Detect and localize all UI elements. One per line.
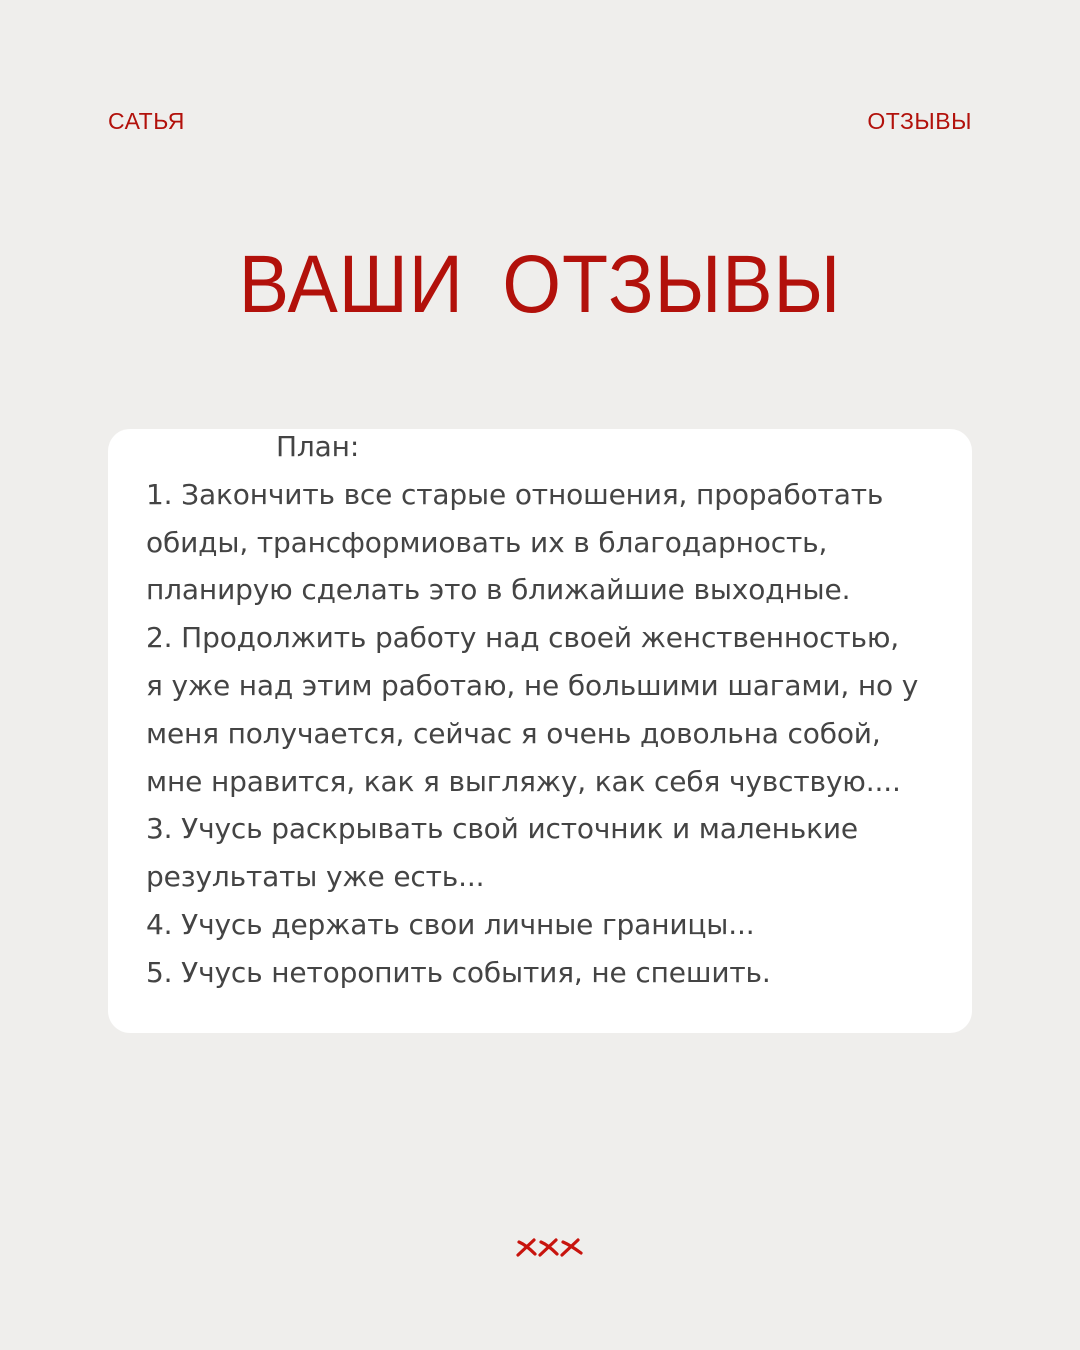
review-line-6: меня получается, сейчас я очень довольна собой, — [146, 716, 881, 750]
review-heading: План: — [276, 430, 360, 463]
review-line-11: 5. Учусь неторопить события, не спешить. — [146, 955, 771, 989]
review-line-2: обиды, трансформиовать их в благодарность, — [146, 525, 828, 559]
triple-x-mark-icon — [515, 1234, 587, 1260]
page-title: ВАШИ ОТЗЫВЫ — [238, 239, 842, 330]
review-line-10: 4. Учусь держать свои личные границы... — [146, 907, 755, 941]
review-card — [108, 429, 972, 1033]
brand-label: САТЬЯ — [108, 108, 185, 134]
review-line-7: мне нравится, как я выгляжу, как себя чувствую.... — [146, 764, 901, 798]
review-line-4: 2. Продолжить работу над своей женственностью, — [146, 621, 899, 655]
review-line-9: результаты уже есть... — [146, 860, 485, 894]
review-line-1: 1. Закончить все старые отношения, проработать — [146, 477, 884, 511]
review-line-3: планирую сделать это в ближайшие выходные. — [146, 573, 851, 607]
review-line-8: 3. Учусь раскрывать свой источник и маленькие — [146, 812, 858, 846]
review-line-5: я уже над этим работаю, не большими шагами, но у — [146, 668, 919, 702]
section-label: ОТЗЫВЫ — [867, 108, 972, 134]
